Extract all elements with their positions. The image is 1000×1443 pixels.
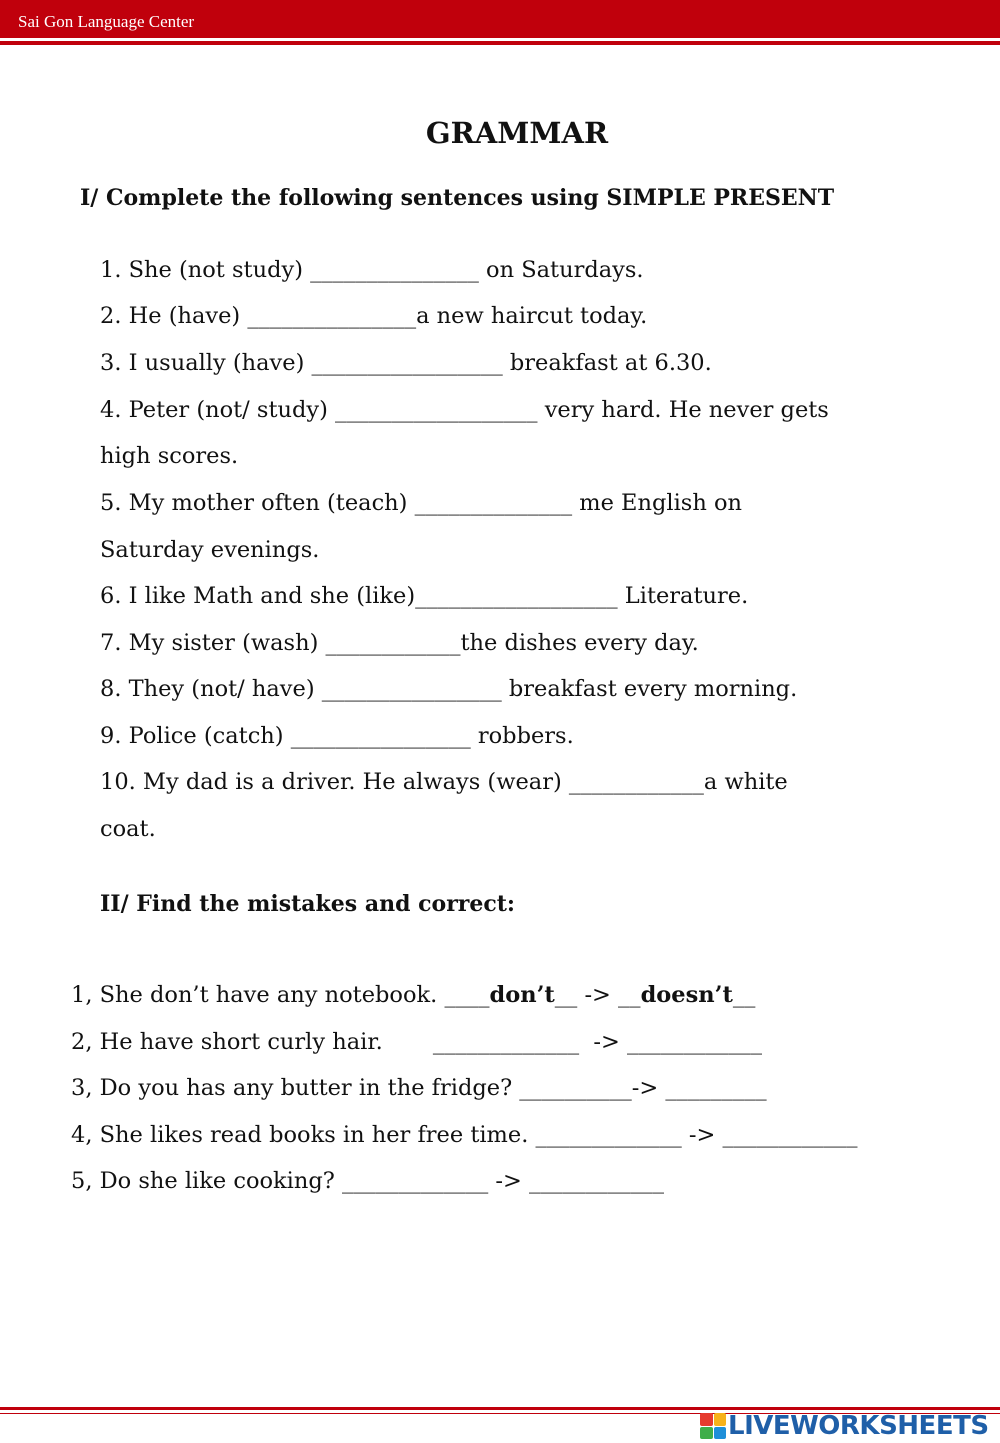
section1-heading: I/ Complete the following sentences using SIMPLE PRESENT	[80, 185, 835, 211]
exercise1-line: 7. My sister (wash) ____________the dishes every day.	[100, 630, 699, 656]
exercise1-line: 1. She (not study) _______________ on Saturdays.	[100, 257, 644, 283]
example-middle: __ -> __	[554, 982, 641, 1008]
example-correction: doesn’t	[640, 982, 733, 1008]
exercise1-line: Saturday evenings.	[100, 537, 320, 563]
example-prefix: 1, She don’t have any notebook. ____	[71, 982, 490, 1008]
exercise2-line: 4, She likes read books in her free time. _____________ -> ____________	[71, 1122, 858, 1148]
exercise2-line: 3, Do you has any butter in the fridge? __________-> _________	[71, 1075, 767, 1101]
liveworksheets-brand[interactable]	[700, 1411, 989, 1441]
header-divider	[0, 41, 1000, 45]
exercise2-line: 5, Do she like cooking? _____________ -> ____________	[71, 1168, 664, 1194]
exercise1-line: 5. My mother often (teach) ______________ me English on	[100, 490, 742, 516]
example-line	[71, 980, 755, 1010]
example-mistake: don’t	[489, 982, 555, 1008]
exercise1-line: 2. He (have) _______________a new haircut today.	[100, 303, 648, 329]
exercise1-line: coat.	[100, 816, 156, 842]
exercise2-line: 2, He have short curly hair. _____________ -> ____________	[71, 1029, 762, 1055]
example-suffix: __	[732, 982, 756, 1008]
exercise1-line: 8. They (not/ have) ________________ breakfast every morning.	[100, 676, 798, 702]
brand-text: LIVEWORKSHEETS	[728, 1411, 989, 1441]
exercise1-line: 6. I like Math and she (like)__________________ Literature.	[100, 583, 749, 609]
section2-heading: II/ Find the mistakes and correct:	[100, 891, 516, 917]
footer-divider	[0, 1407, 1000, 1410]
exercise1-line: 3. I usually (have) _________________ breakfast at 6.30.	[100, 350, 712, 376]
exercise1-line: 4. Peter (not/ study) __________________ very hard. He never gets	[100, 397, 829, 423]
exercise1-line: 10. My dad is a driver. He always (wear) ____________a white	[100, 769, 788, 795]
page-title: GRAMMAR	[425, 116, 609, 150]
header-title: Sai Gon Language Center	[18, 12, 195, 31]
exercise1-line: 9. Police (catch) ________________ robbers.	[100, 723, 574, 749]
exercise1-line: high scores.	[100, 443, 239, 469]
liveworksheets-logo-icon	[700, 1413, 726, 1439]
